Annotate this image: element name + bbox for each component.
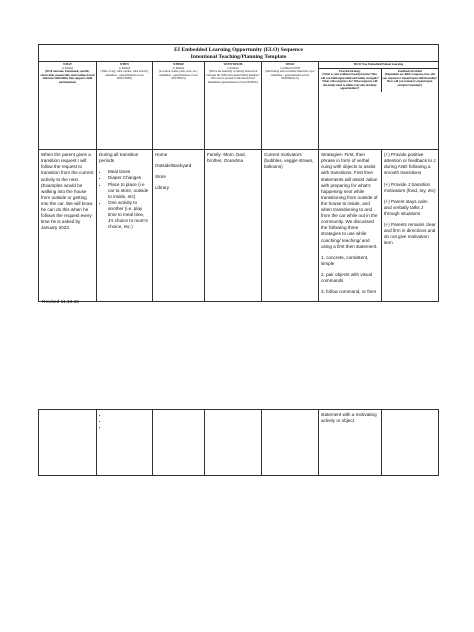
header-practice-strategy: Practice/Strategy (What is your evidence-based practice? How will you build upon child and family strengths? What will caregivers do? What supports will the family need to utilize everyday learning opportunities?) [319, 69, 382, 92]
header-with-whom: WITH WHOM to Embed (Who's the naturally occurring interaction between the child and parent/family member? Who else is present in the interaction? Remember generalization across PEOPLE) [205, 62, 262, 150]
header-what-with: WHAT to Embed WITH (Motivating and accessible materials, toys; remember - generalization across MATERIALS) [262, 62, 319, 150]
cell-feedback: (+) Provide positive attention or feedback to J during AND following a smooth transitions (+) Provide J transition motivators (food, toy, etc) (+) Parent stays calm and verbally talks J through situations (+) Parents remains clear and firm in directions and do not give motivation item [382, 150, 439, 302]
cont-cell-feedback [382, 410, 439, 476]
title-line-1: EI Embedded Learning Opportunity (ELO) Sequence [174, 47, 303, 53]
cont-cell-when [97, 410, 153, 476]
list-item [108, 424, 150, 430]
cell-materials: Current motivators (bubbles, veggie straws, balloons) [262, 150, 319, 302]
list-item: • Place to place (i.e car to store, outside to inside, etc) [108, 182, 150, 200]
cell-with-whom: Family- Mom, Dad, brother, Grandma [205, 150, 262, 302]
list-item: • One activity to another (i.e. play time to meal time, J's choice to mom's choice, etc.) [108, 200, 150, 230]
cell-when: During all transition periods • Meal times • Diaper Changes • Place to place (i.e car to store, outside to inside, etc) • One activity to another (i.e. play time to meal time, J's choice to mom's choice, etc.) [97, 150, 153, 302]
when-list [99, 169, 150, 230]
cont-cell-what [39, 410, 97, 476]
elo-template-table [38, 44, 439, 302]
cont-cell-with-whom [205, 410, 262, 476]
header-when: WHEN to Embed (Time of day, what routine, what activity; remember - generalization across ROUTINES) [97, 62, 153, 150]
cell-where: Home Outside/Backyard Store Library [153, 150, 205, 302]
template-title [39, 45, 439, 62]
cont-cell-strategy: statement with a motivating activity or object. [319, 410, 382, 476]
header-where: WHERE to Embed (Location, home, park, store, etc.; remember - generalization across SETTINGS) [153, 62, 205, 150]
list-item: • Meal times [108, 169, 150, 175]
cont-when-list [99, 412, 150, 430]
cell-strategy: Strategies- First, then phrase in form of verbal cuing with objects to assist with transitions. First then statements will assist Julian with preparing for what's happening next while transitioning from outside of the house to inside, and when transitioning to and from the car while out in the community. We discussed the following three strategies to use while coaching/ teaching/ and using a first then statement. 1. concrete, consistent, simple 2. pair objects with visual commands 3. follow command, or then [319, 150, 382, 302]
cell-what: When the parent gives a transition request I will follow the request to transition from the current activity to the next. (Examples would be walking into the house from outside or getting into the car. We will know he can do this when he follows the request every time he is asked by January 2023. [39, 150, 97, 302]
cont-cell-where [153, 410, 205, 476]
list-item: • Diaper Changes [108, 175, 150, 181]
header-how-group [319, 62, 439, 150]
header-what: WHAT to Embed (IFSP outcome. Functional, specific, observable, measurable, and routines-based behavior/skill/ability that supports child participation) [39, 62, 97, 150]
title-line-2: Intentional Teaching/Planning Template [190, 53, 287, 60]
cont-cell-materials [262, 410, 319, 476]
header-how-embedded: HOW Was Embedded/Embed Learning [319, 62, 438, 69]
revised-date: Revised 11.19.15 [42, 300, 79, 305]
continuation-table [38, 409, 439, 476]
header-feedback-provided: Feedback Provided (Dependent on child's response, how will you respond or expand upon child learning? How will you extend or expand upon caregiver learning?) [382, 68, 438, 87]
